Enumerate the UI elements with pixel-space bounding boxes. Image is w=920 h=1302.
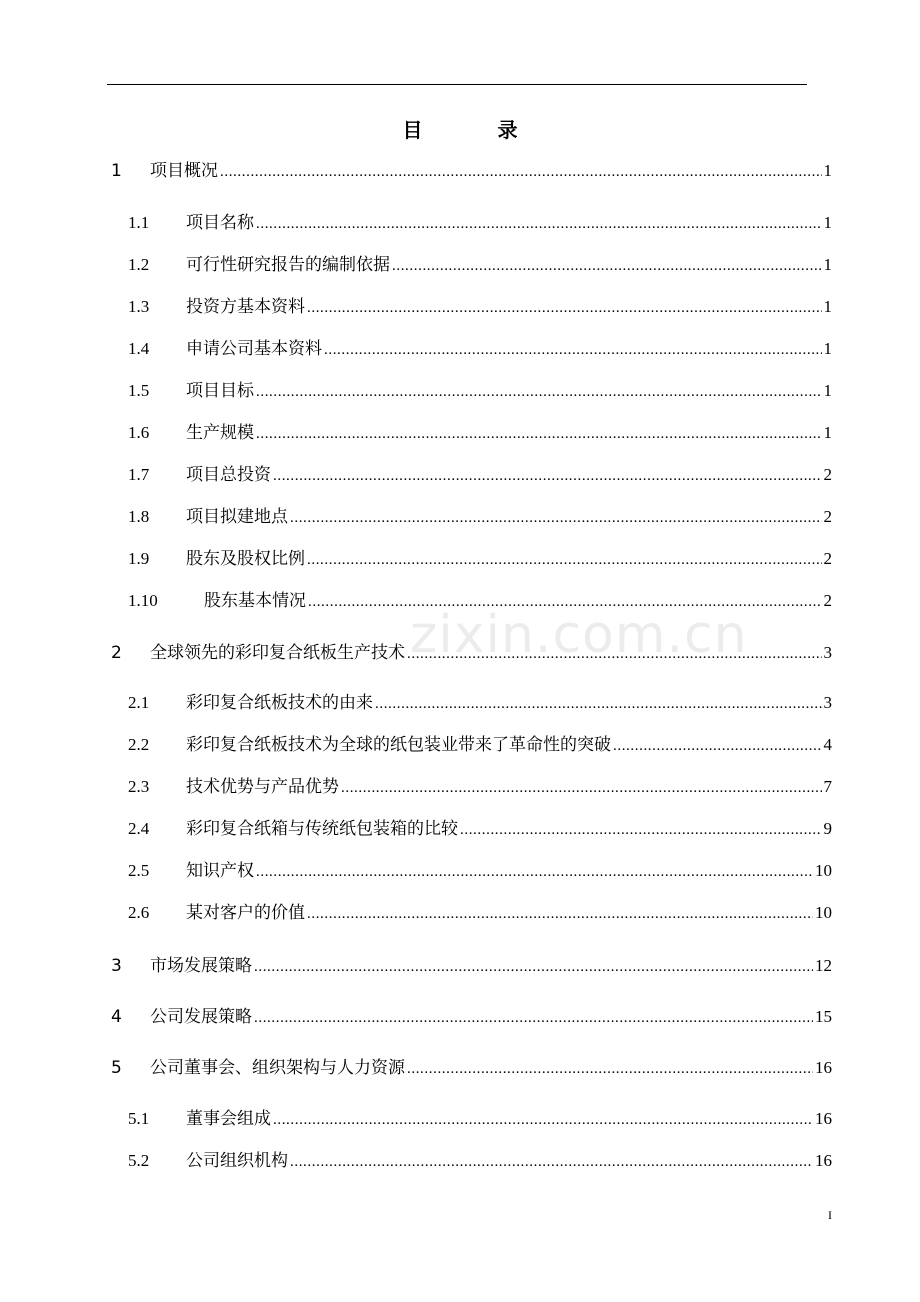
toc-entry[interactable] xyxy=(108,951,832,976)
toc-entry-number: 1 xyxy=(111,161,122,181)
toc-entry-number: 1.3 xyxy=(128,297,150,316)
toc-entry-page: 1 xyxy=(823,161,832,180)
toc-dot-leader xyxy=(254,959,813,976)
toc-dot-leader xyxy=(307,552,822,569)
toc-dot-leader xyxy=(324,342,822,359)
toc-entry-title: 生产规模 xyxy=(186,423,254,443)
toc-entry-number: 5.1 xyxy=(128,1109,150,1128)
toc-entry-title: 某对客户的价值 xyxy=(186,903,305,923)
toc-entry[interactable] xyxy=(108,376,832,401)
toc-entry-page: 1 xyxy=(823,339,832,358)
toc-entry-page: 10 xyxy=(815,861,832,880)
toc-entry-page: 16 xyxy=(815,1058,832,1077)
toc-entry-number: 4 xyxy=(111,1007,122,1027)
toc-entry-number: 1.6 xyxy=(128,423,150,442)
toc-entry-number: 2.5 xyxy=(128,861,150,880)
toc-dot-leader xyxy=(341,780,822,797)
toc-entry-title: 股东基本情况 xyxy=(204,591,306,611)
toc-dot-leader xyxy=(307,906,813,923)
toc-entry-page: 2 xyxy=(823,465,832,484)
toc-entry-title: 公司董事会、组织架构与人力资源 xyxy=(150,1058,405,1078)
toc-entry-number: 1.8 xyxy=(128,507,150,526)
toc-dot-leader xyxy=(273,468,822,485)
toc-entry-title: 项目拟建地点 xyxy=(186,507,288,527)
toc-entry-number: 1.1 xyxy=(128,213,150,232)
toc-entry-number: 1.4 xyxy=(128,339,150,358)
toc-entry-number: 1.7 xyxy=(128,465,150,484)
toc-entry-number: 2.2 xyxy=(128,735,150,754)
toc-entry[interactable] xyxy=(108,688,832,713)
toc-entry-number: 2.4 xyxy=(128,819,150,838)
toc-entry-title: 技术优势与产品优势 xyxy=(186,777,339,797)
toc-dot-leader xyxy=(460,822,822,839)
toc-entry[interactable] xyxy=(108,418,832,443)
toc-entry-page: 12 xyxy=(815,956,832,975)
toc-entry-number: 5 xyxy=(111,1058,122,1078)
toc-entry-title: 知识产权 xyxy=(186,861,254,881)
toc-entry-title: 市场发展策略 xyxy=(150,956,252,976)
toc-entry-page: 3 xyxy=(823,693,832,712)
toc-entry[interactable] xyxy=(108,586,832,611)
toc-dot-leader xyxy=(256,384,822,401)
header-rule xyxy=(107,84,807,85)
toc-entry-page: 1 xyxy=(823,423,832,442)
toc-entry-title: 项目概况 xyxy=(150,161,218,181)
toc-entry-title: 股东及股权比例 xyxy=(186,549,305,569)
toc-entry-number: 5.2 xyxy=(128,1151,150,1170)
toc-entry-number: 1.2 xyxy=(128,255,150,274)
toc-entry-number: 1.9 xyxy=(128,549,150,568)
toc-entry-title: 申请公司基本资料 xyxy=(186,339,322,359)
toc-dot-leader xyxy=(613,738,822,755)
toc-dot-leader xyxy=(290,510,822,527)
toc-entry-page: 2 xyxy=(823,507,832,526)
toc-entry[interactable] xyxy=(108,1002,832,1027)
toc-entry-title: 公司组织机构 xyxy=(186,1151,288,1171)
toc-entry[interactable] xyxy=(108,502,832,527)
toc-entry[interactable] xyxy=(108,208,832,233)
toc-entry-title: 可行性研究报告的编制依据 xyxy=(186,255,390,275)
toc-entry[interactable] xyxy=(108,1146,832,1171)
toc-entry-page: 9 xyxy=(823,819,832,838)
toc-entry[interactable] xyxy=(108,1104,832,1129)
toc-entry[interactable] xyxy=(108,156,832,181)
toc-entry-title: 彩印复合纸板技术为全球的纸包装业带来了革命性的突破 xyxy=(186,735,611,755)
toc-entry-page: 7 xyxy=(823,777,832,796)
toc-dot-leader xyxy=(220,164,822,181)
toc-dot-leader xyxy=(392,258,822,275)
toc-entry-page: 1 xyxy=(823,255,832,274)
toc-entry-page: 10 xyxy=(815,903,832,922)
toc-dot-leader xyxy=(407,646,822,663)
toc-dot-leader xyxy=(273,1112,813,1129)
toc-entry[interactable] xyxy=(108,856,832,881)
toc-entry-page: 4 xyxy=(823,735,832,754)
toc-entry-number: 1.5 xyxy=(128,381,150,400)
toc-entry[interactable] xyxy=(108,638,832,663)
toc-entry-number: 2.1 xyxy=(128,693,150,712)
toc-entry-number: 3 xyxy=(111,956,122,976)
toc-entry-title: 公司发展策略 xyxy=(150,1007,252,1027)
toc-entry-page: 15 xyxy=(815,1007,832,1026)
toc-entry-title: 项目目标 xyxy=(186,381,254,401)
toc-entry[interactable] xyxy=(108,334,832,359)
toc-title: 目 录 xyxy=(402,118,552,142)
toc-entry[interactable] xyxy=(108,292,832,317)
toc-entry[interactable] xyxy=(108,898,832,923)
toc-entry-title: 彩印复合纸板技术的由来 xyxy=(186,693,373,713)
toc-entry-number: 2.3 xyxy=(128,777,150,796)
toc-entry[interactable] xyxy=(108,1053,832,1078)
toc-dot-leader xyxy=(308,594,822,611)
toc-dot-leader xyxy=(254,1010,813,1027)
toc-entry-page: 3 xyxy=(823,643,832,662)
toc-entry-title: 投资方基本资料 xyxy=(186,297,305,317)
watermark: zixin.com.cn xyxy=(410,605,748,665)
toc-entry-number: 2 xyxy=(111,643,122,663)
toc-entry[interactable] xyxy=(108,730,832,755)
toc-dot-leader xyxy=(307,300,822,317)
toc-entry-page: 1 xyxy=(823,381,832,400)
toc-entry[interactable] xyxy=(108,814,832,839)
toc-entry-title: 彩印复合纸箱与传统纸包装箱的比较 xyxy=(186,819,458,839)
toc-entry[interactable] xyxy=(108,250,832,275)
toc-dot-leader xyxy=(407,1061,813,1078)
toc-dot-leader xyxy=(290,1154,813,1171)
toc-entry-page: 16 xyxy=(815,1151,832,1170)
toc-entry[interactable] xyxy=(108,544,832,569)
toc-entry-title: 项目名称 xyxy=(186,213,254,233)
toc-entry-page: 1 xyxy=(823,297,832,316)
toc-dot-leader xyxy=(256,864,813,881)
toc-entry-number: 2.6 xyxy=(128,903,150,922)
footer-page-number: I xyxy=(828,1208,832,1222)
toc-entry[interactable] xyxy=(108,460,832,485)
toc-entry-number: 1.10 xyxy=(128,591,158,610)
toc-dot-leader xyxy=(256,426,822,443)
toc-dot-leader xyxy=(256,216,822,233)
toc-entry-page: 2 xyxy=(823,549,832,568)
toc-entry-page: 2 xyxy=(823,591,832,610)
toc-entry-title: 全球领先的彩印复合纸板生产技术 xyxy=(150,643,405,663)
toc-entry[interactable] xyxy=(108,772,832,797)
toc-entry-page: 16 xyxy=(815,1109,832,1128)
toc-entry-title: 项目总投资 xyxy=(186,465,271,485)
toc-dot-leader xyxy=(375,696,822,713)
toc-entry-title: 董事会组成 xyxy=(186,1109,271,1129)
toc-entry-page: 1 xyxy=(823,213,832,232)
